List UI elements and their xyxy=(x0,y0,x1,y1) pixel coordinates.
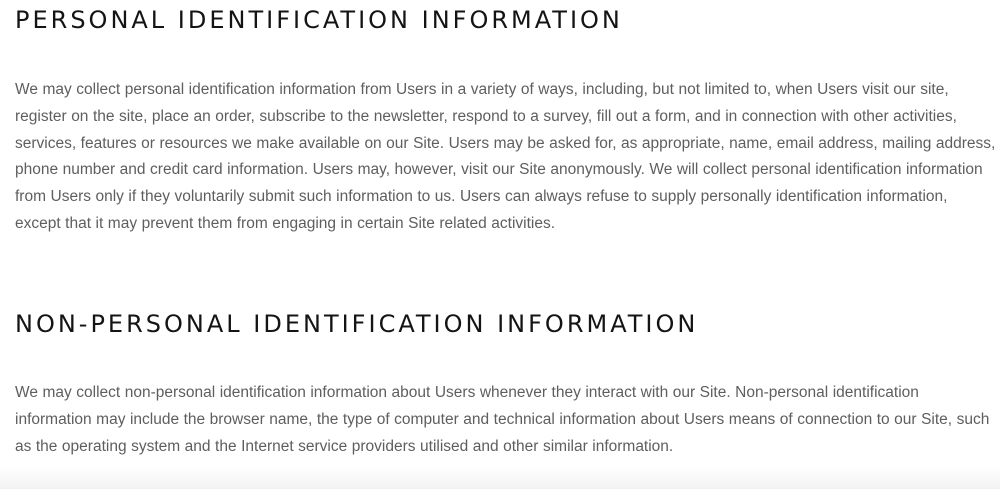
section-heading-personal-identification: PERSONAL IDENTIFICATION INFORMATION xyxy=(15,6,623,34)
section-body-non-personal-identification: We may collect non-personal identification information about Users whenever they interact with our Site. Non-personal identification information may include the browser name, the type of computer and technical information about Users means of connection to our Site, such as the operating system and the Internet service providers utilised and other similar information. xyxy=(15,384,990,455)
section-heading-non-personal-identification: NON-PERSONAL IDENTIFICATION INFORMATION xyxy=(15,310,699,338)
section-body-personal-identification: We may collect personal identification information from Users in a variety of ways, including, but not limited to, when Users visit our site, register on the site, place an order, subscribe to the newsletter, respond to a survey, fill out a form, and in connection with other activities, services, features or resources we make available on our Site. Users may be asked for, as appropriate, name, email address, mailing address, phone number and credit card information. Users may, however, visit our Site anonymously. We will collect personal identification information from Users only if they voluntarily submit such information to us. Users can always refuse to supply personally identification information, except that it may prevent them from engaging in certain Site related activities. xyxy=(15,81,996,232)
bottom-fade xyxy=(0,467,1000,489)
